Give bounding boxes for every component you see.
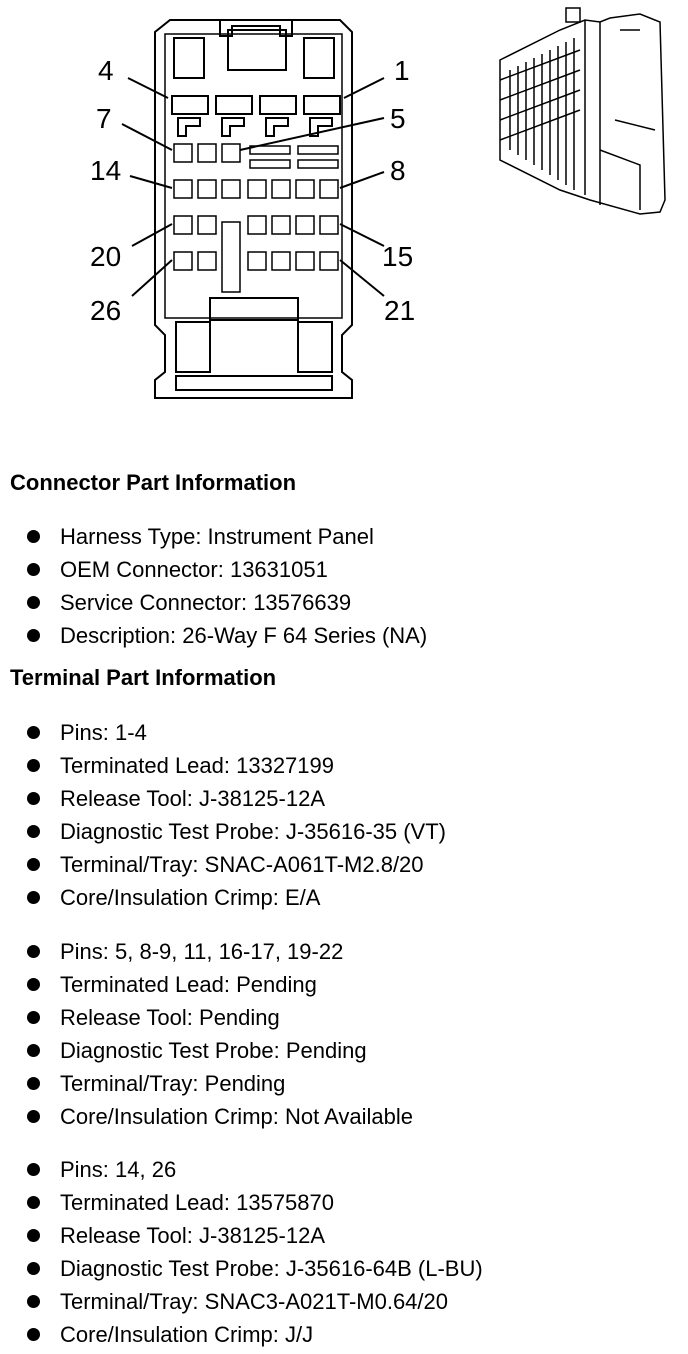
bullet-icon <box>27 1229 40 1242</box>
bullet-icon <box>27 759 40 772</box>
pin-label: 26 <box>90 295 122 326</box>
bullet-icon <box>27 530 40 543</box>
list-item: Pins: 1-4 <box>0 716 446 749</box>
bullet-icon <box>27 629 40 642</box>
bullet-icon <box>27 978 40 991</box>
list-item: Release Tool: J-38125-12A <box>0 1219 483 1252</box>
pin-label: 1 <box>394 55 410 86</box>
pin-label: 7 <box>96 103 112 134</box>
list-item: Core/Insulation Crimp: Not Available <box>0 1100 413 1133</box>
bullet-icon <box>27 1044 40 1057</box>
pin-label: 8 <box>390 155 406 186</box>
pin-label: 14 <box>90 155 122 186</box>
connector-diagram <box>0 0 688 440</box>
terminal-info-heading: Terminal Part Information <box>10 665 277 690</box>
list-item: Terminated Lead: 13575870 <box>0 1186 483 1219</box>
list-item: Harness Type: Instrument Panel <box>0 520 427 553</box>
bullet-icon <box>27 1011 40 1024</box>
list-item: Core/Insulation Crimp: J/J <box>0 1318 483 1351</box>
list-item: Terminal/Tray: SNAC-A061T-M2.8/20 <box>0 848 446 881</box>
pin-label: 20 <box>90 241 122 272</box>
list-item: Terminated Lead: 13327199 <box>0 749 446 782</box>
connector-isometric <box>500 8 665 214</box>
list-item: Service Connector: 13576639 <box>0 586 427 619</box>
list-item: Terminated Lead: Pending <box>0 968 413 1001</box>
list-item: Diagnostic Test Probe: J-35616-35 (VT) <box>0 815 446 848</box>
list-item: Terminal/Tray: Pending <box>0 1067 413 1100</box>
terminal-group-1 <box>0 716 446 914</box>
bullet-icon <box>27 596 40 609</box>
list-item: Release Tool: Pending <box>0 1001 413 1034</box>
bullet-icon <box>27 792 40 805</box>
connector-info-heading: Connector Part Information <box>10 470 297 495</box>
list-item: Diagnostic Test Probe: Pending <box>0 1034 413 1067</box>
list-item: OEM Connector: 13631051 <box>0 553 427 586</box>
bullet-icon <box>27 945 40 958</box>
terminal-group-3 <box>0 1153 483 1351</box>
bullet-icon <box>27 825 40 838</box>
pin-label: 15 <box>382 241 414 272</box>
bullet-icon <box>27 891 40 904</box>
bullet-icon <box>27 1196 40 1209</box>
list-item: Description: 26-Way F 64 Series (NA) <box>0 619 427 652</box>
connector-face-drawing <box>0 0 688 440</box>
bullet-icon <box>27 1262 40 1275</box>
list-item: Diagnostic Test Probe: J-35616-64B (L-BU) <box>0 1252 483 1285</box>
terminal-group-2 <box>0 935 413 1133</box>
bullet-icon <box>27 1295 40 1308</box>
connector-info-list <box>0 520 427 652</box>
list-item: Core/Insulation Crimp: E/A <box>0 881 446 914</box>
list-item: Terminal/Tray: SNAC3-A021T-M0.64/20 <box>0 1285 483 1318</box>
connector-face <box>122 20 384 398</box>
bullet-icon <box>27 1328 40 1341</box>
pin-label: 21 <box>384 295 416 326</box>
bullet-icon <box>27 1077 40 1090</box>
list-item: Pins: 14, 26 <box>0 1153 483 1186</box>
bullet-icon <box>27 1163 40 1176</box>
bullet-icon <box>27 726 40 739</box>
bullet-icon <box>27 563 40 576</box>
list-item: Release Tool: J-38125-12A <box>0 782 446 815</box>
bullet-icon <box>27 1110 40 1123</box>
list-item: Pins: 5, 8-9, 11, 16-17, 19-22 <box>0 935 413 968</box>
pin-label: 5 <box>390 103 406 134</box>
pin-label: 4 <box>98 55 114 86</box>
bullet-icon <box>27 858 40 871</box>
